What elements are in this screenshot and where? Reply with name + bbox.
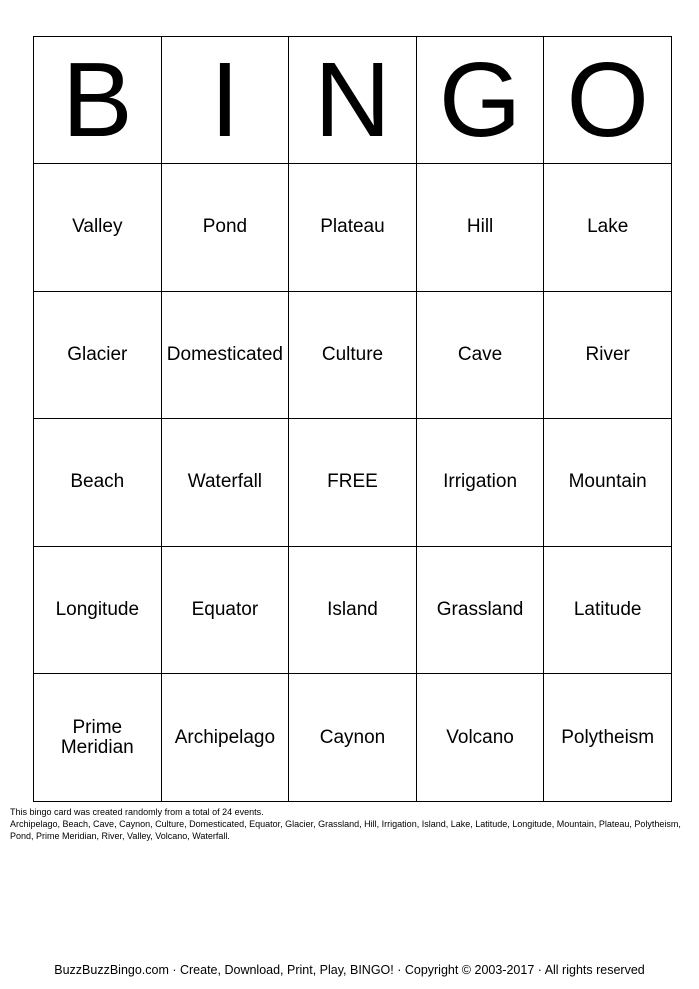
grid-cell xyxy=(161,419,289,547)
cell-label: Island xyxy=(327,599,378,621)
bingo-card xyxy=(33,36,672,802)
grid-cell xyxy=(544,419,672,547)
cell-label: Irrigation xyxy=(443,471,518,493)
cell-label: Archipelago xyxy=(174,726,276,748)
cell-label: Plateau xyxy=(320,216,385,238)
grid-cell xyxy=(416,164,544,292)
cell-label: Volcano xyxy=(446,726,514,748)
grid-row-3 xyxy=(34,419,672,547)
grid-cell xyxy=(161,291,289,419)
cell-label: Polytheism xyxy=(561,726,655,748)
cell-label: Longitude xyxy=(55,599,140,621)
grid-cell xyxy=(34,291,162,419)
cell-label: Equator xyxy=(191,599,259,621)
grid-cell xyxy=(544,546,672,674)
header-letter-n: N xyxy=(289,37,417,164)
cell-label: Cave xyxy=(457,343,503,365)
free-space-label: FREE xyxy=(327,471,378,493)
grid-cell xyxy=(416,419,544,547)
grid-row-5 xyxy=(34,674,672,802)
header-letter-b: B xyxy=(34,37,162,164)
card-note xyxy=(10,806,690,842)
cell-label: Caynon xyxy=(319,726,386,748)
cell-label: Waterfall xyxy=(187,471,263,493)
cell-label: Pond xyxy=(202,216,248,238)
cell-label: Glacier xyxy=(67,343,128,365)
grid-row-1 xyxy=(34,164,672,292)
free-space-cell xyxy=(289,419,417,547)
grid-cell xyxy=(289,291,417,419)
cell-label: River xyxy=(585,343,630,365)
cell-label: Latitude xyxy=(573,599,642,621)
cell-label: Hill xyxy=(466,216,494,238)
grid-cell xyxy=(544,291,672,419)
cell-label: Beach xyxy=(70,471,125,493)
header-letter-o: O xyxy=(544,37,672,164)
grid-row-4 xyxy=(34,546,672,674)
grid-cell xyxy=(34,164,162,292)
grid-cell xyxy=(416,674,544,802)
cell-label: Domesticated xyxy=(166,343,283,365)
grid-cell xyxy=(161,674,289,802)
grid-cell xyxy=(289,164,417,292)
cell-label: Prime Meridian xyxy=(60,716,134,758)
header-letter-i: I xyxy=(161,37,289,164)
page-footer: BuzzBuzzBingo.com · Create, Download, Print, Play, BINGO! · Copyright © 2003-2017 · All rights reserved xyxy=(54,963,645,977)
header-row xyxy=(34,37,672,164)
grid-cell xyxy=(34,674,162,802)
grid-cell xyxy=(289,674,417,802)
card-note-events: Archipelago, Beach, Cave, Caynon, Culture, Domesticated, Equator, Glacier, Grassland, Hill, Irrigation, Island, Lake, Latitude, Longitude, Mountain, Plateau, Polytheism, Pond, Prime Meridian, River, Valley, Volcano, Waterfall. xyxy=(10,819,681,841)
cell-label: Mountain xyxy=(568,471,647,493)
cell-label: Grassland xyxy=(436,599,524,621)
grid-cell xyxy=(161,164,289,292)
grid-cell xyxy=(544,674,672,802)
grid-row-2 xyxy=(34,291,672,419)
cell-label: Valley xyxy=(72,216,123,238)
card-note-intro: This bingo card was created randomly from a total of 24 events. xyxy=(10,807,264,817)
grid-cell xyxy=(34,546,162,674)
cell-label: Lake xyxy=(587,216,629,238)
grid-cell xyxy=(544,164,672,292)
grid-cell xyxy=(161,546,289,674)
cell-label: Culture xyxy=(321,343,384,365)
grid-cell xyxy=(289,546,417,674)
grid-cell xyxy=(34,419,162,547)
grid-cell xyxy=(416,291,544,419)
header-letter-g: G xyxy=(416,37,544,164)
grid-cell xyxy=(416,546,544,674)
